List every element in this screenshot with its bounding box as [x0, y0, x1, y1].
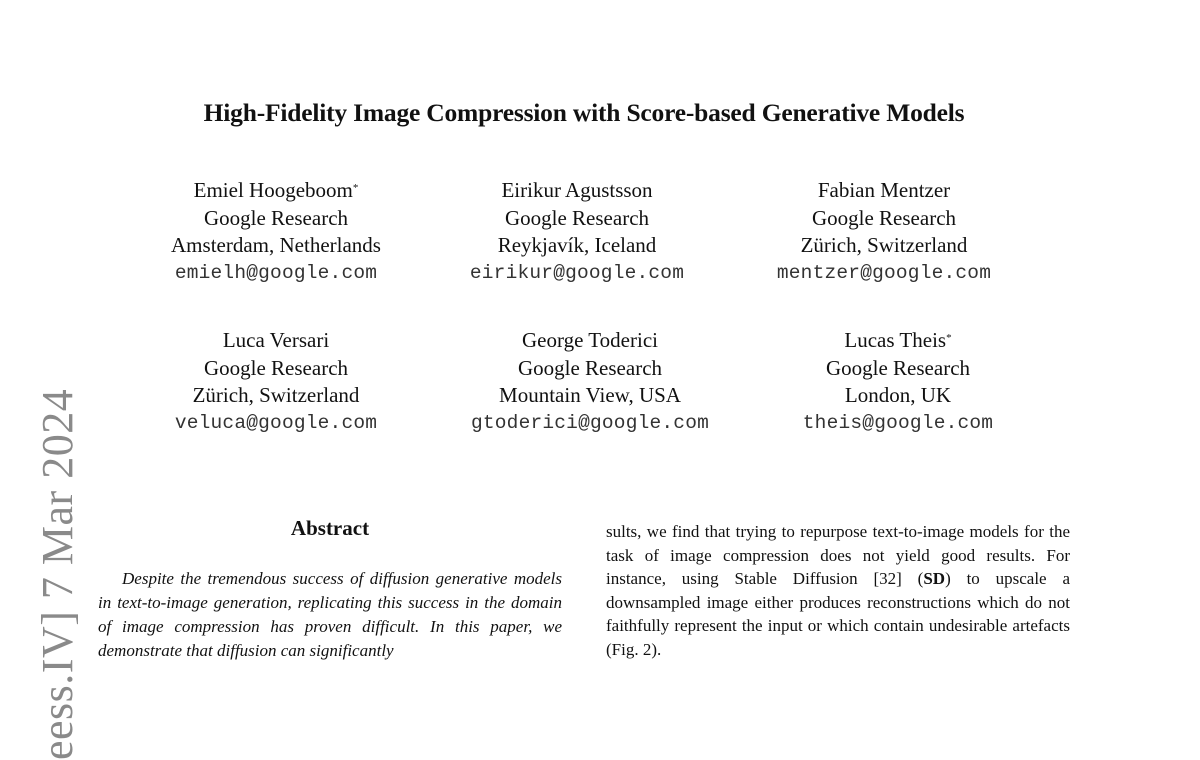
footnote-mark: * [946, 332, 952, 344]
author-location: Zürich, Switzerland [192, 383, 360, 407]
author-location: Amsterdam, Netherlands [171, 233, 381, 257]
abstract-text: Despite the tremendous success of diffusion generative models in text-to-image generation, replicating this success in the domain of image compression has proven difficult. In this paper, we demonstrate that diffusion can significantly [98, 569, 562, 660]
author-email[interactable]: veluca@google.com [174, 411, 378, 434]
author-block-3 [724, 177, 1044, 287]
author-block-5 [430, 327, 750, 437]
author-location: Zürich, Switzerland [800, 233, 968, 257]
author-name: Fabian Mentzer [817, 178, 951, 202]
author-location: Reykjavík, Iceland [497, 233, 657, 257]
author-location: London, UK [844, 383, 952, 407]
author-block-1 [116, 177, 436, 287]
author-location: Mountain View, USA [499, 383, 681, 407]
author-affiliation: Google Research [825, 355, 971, 380]
author-name: Luca Versari [222, 328, 330, 352]
footnote-mark: * [352, 182, 359, 194]
author-name: Lucas Theis* [844, 328, 952, 352]
body-text-segment: sults, we find that trying to repurpose text-to-image models for the task of image compression does not yield good results. For instance, using Stable Diffusion [32] ( [606, 522, 1070, 589]
author-block-6 [738, 327, 1058, 437]
author-affiliation: Google Research [203, 355, 349, 380]
author-affiliation: Google Research [203, 205, 349, 230]
body-text-segment: ) to upscale a downsampled image either produces reconstructions which do not faithfully represent the input or which contain undesirable artefacts (Fig. 2). [606, 569, 1070, 659]
abstract-heading: Abstract [290, 516, 370, 540]
method-abbreviation: SD [923, 569, 946, 589]
author-email[interactable]: mentzer@google.com [776, 261, 992, 284]
author-block-2 [417, 177, 737, 287]
author-block-4 [116, 327, 436, 437]
author-name: Emiel Hoogeboom* [193, 178, 359, 202]
author-affiliation: Google Research [811, 205, 957, 230]
author-name: George Toderici [522, 328, 658, 352]
author-affiliation: Google Research [504, 205, 650, 230]
paper-title: High-Fidelity Image Compression with Score-based Generative Models [203, 98, 965, 127]
author-email[interactable]: emielh@google.com [174, 261, 378, 284]
author-email[interactable]: gtoderici@google.com [470, 411, 710, 434]
author-email[interactable]: eirikur@google.com [469, 261, 685, 284]
author-affiliation: Google Research [517, 355, 663, 380]
author-name: Eirikur Agustsson [501, 178, 653, 202]
author-email[interactable]: theis@google.com [802, 411, 994, 434]
body-text-right-column [606, 520, 1070, 662]
arxiv-sidebar-stamp: eess.IV] 7 Mar 2024 [33, 388, 82, 760]
